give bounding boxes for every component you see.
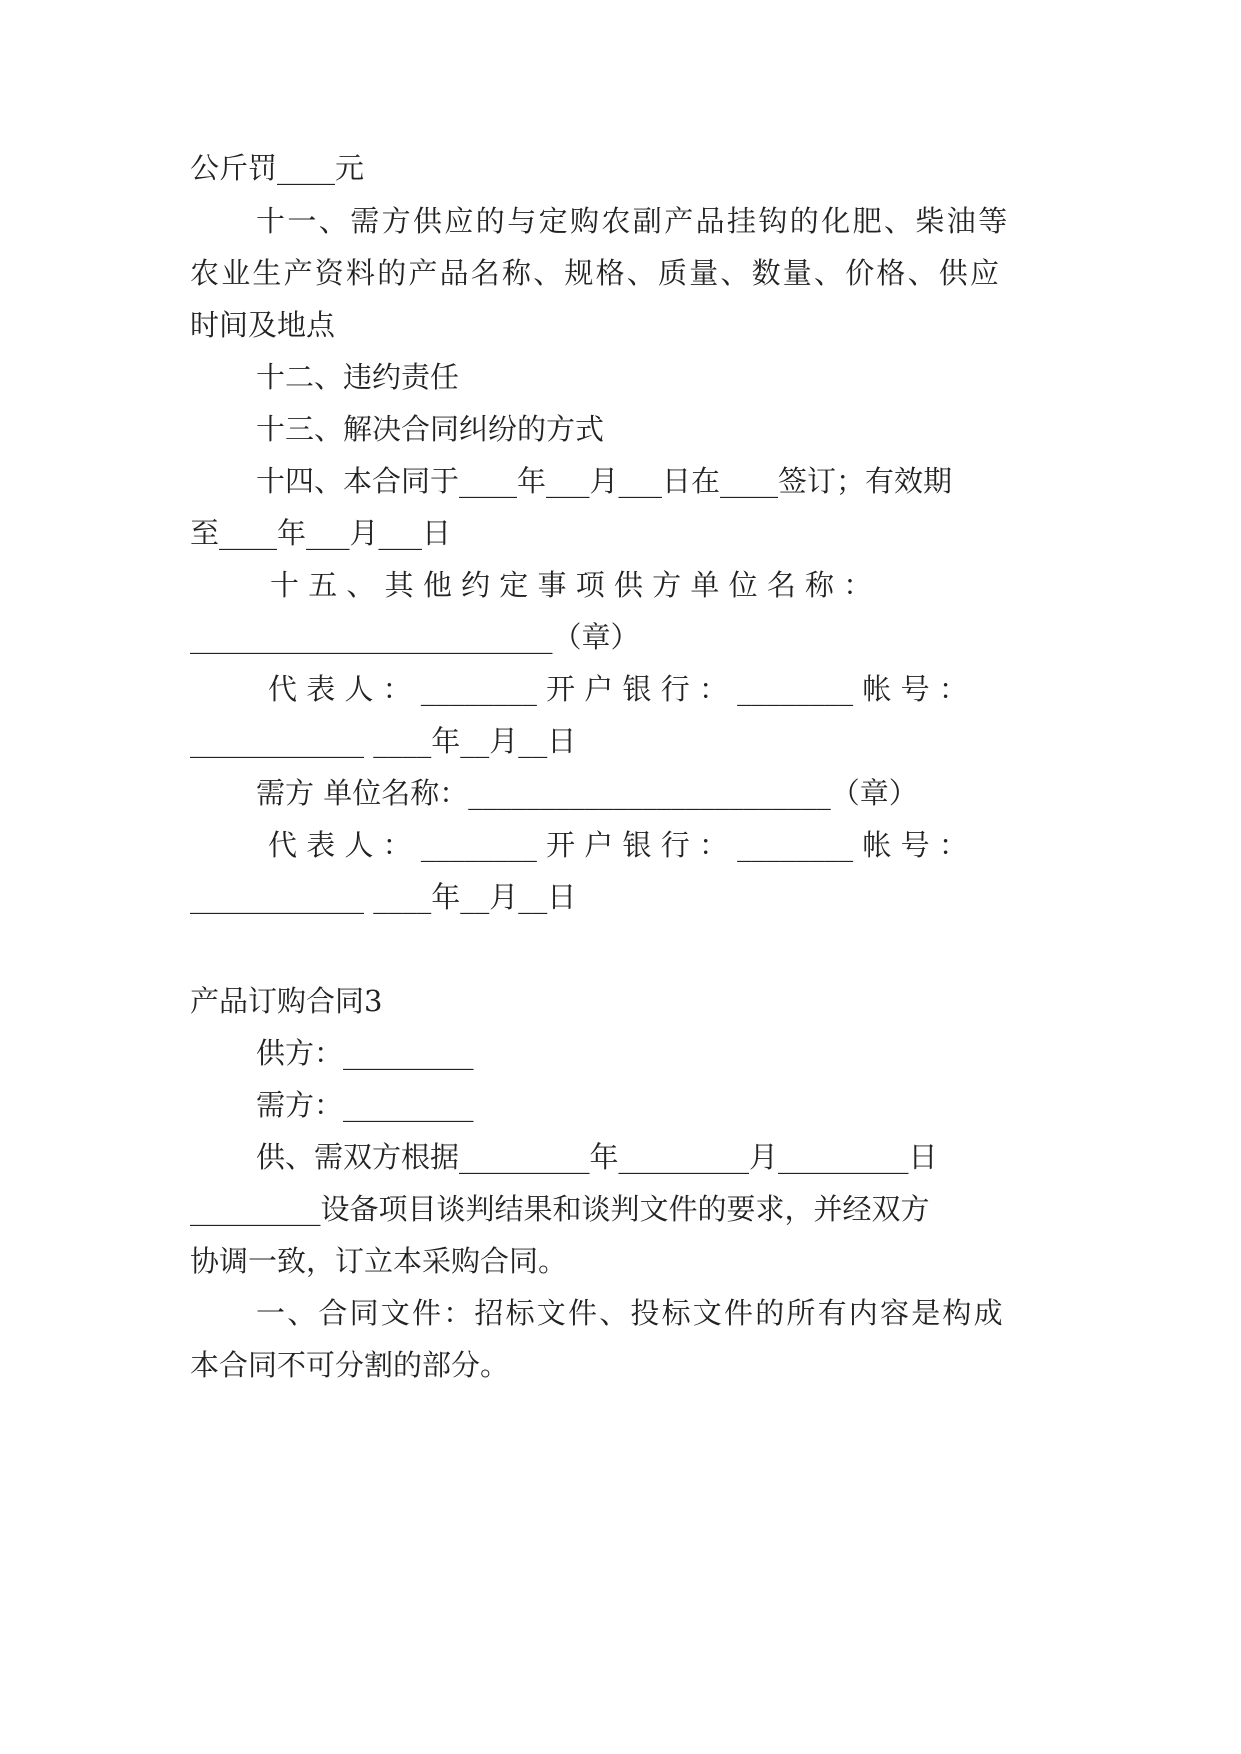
text-line: 代 表 人 ： ________ 开 户 银 行 ： ________ 帐 号 ： [268, 828, 968, 862]
text-line: 公斤罚____元 [190, 151, 365, 185]
text-line: 协调一致，订立本采购合同。 [190, 1244, 568, 1278]
text-line: 十一、需方供应的与定购农副产品挂钩的化肥、柴油等 [256, 204, 1010, 238]
text-line: _________设备项目谈判结果和谈判文件的要求，并经双方 [190, 1192, 930, 1226]
text-line: 十二、违约责任 [256, 360, 460, 394]
text-line: 本合同不可分割的部分。 [190, 1348, 510, 1382]
text-line: 至____年___月___日 [190, 516, 452, 550]
text-line: ____________ ____年__月__日 [190, 724, 577, 758]
text-line: _________________________（章） [190, 620, 640, 654]
text-line: 十 五 、 其 他 约 定 事 项 供 方 单 位 名 称 ： [270, 568, 873, 602]
section-title: 产品订购合同3 [190, 984, 383, 1018]
text-line: 代 表 人 ： ________ 开 户 银 行 ： ________ 帐 号 ： [268, 672, 968, 706]
text-line: 十三、解决合同纠纷的方式 [256, 412, 605, 446]
text-line: ____________ ____年__月__日 [190, 880, 577, 914]
text-line: 需方：_________ [256, 1088, 474, 1122]
text-line: 一、合同文件：招标文件、投标文件的所有内容是构成 [256, 1296, 1005, 1330]
text-line: 农业生产资料的产品名称、规格、质量、数量、价格、供应 [190, 256, 1002, 290]
text-line: 十四、本合同于____年___月___日在____签订；有效期 [256, 464, 953, 498]
text-line: 时间及地点 [190, 308, 336, 342]
text-line: 供、需双方根据_________年_________月_________日 [256, 1140, 938, 1174]
text-line: 供方：_________ [256, 1036, 474, 1070]
text-line: 需方 单位名称：_________________________（章） [256, 776, 918, 810]
